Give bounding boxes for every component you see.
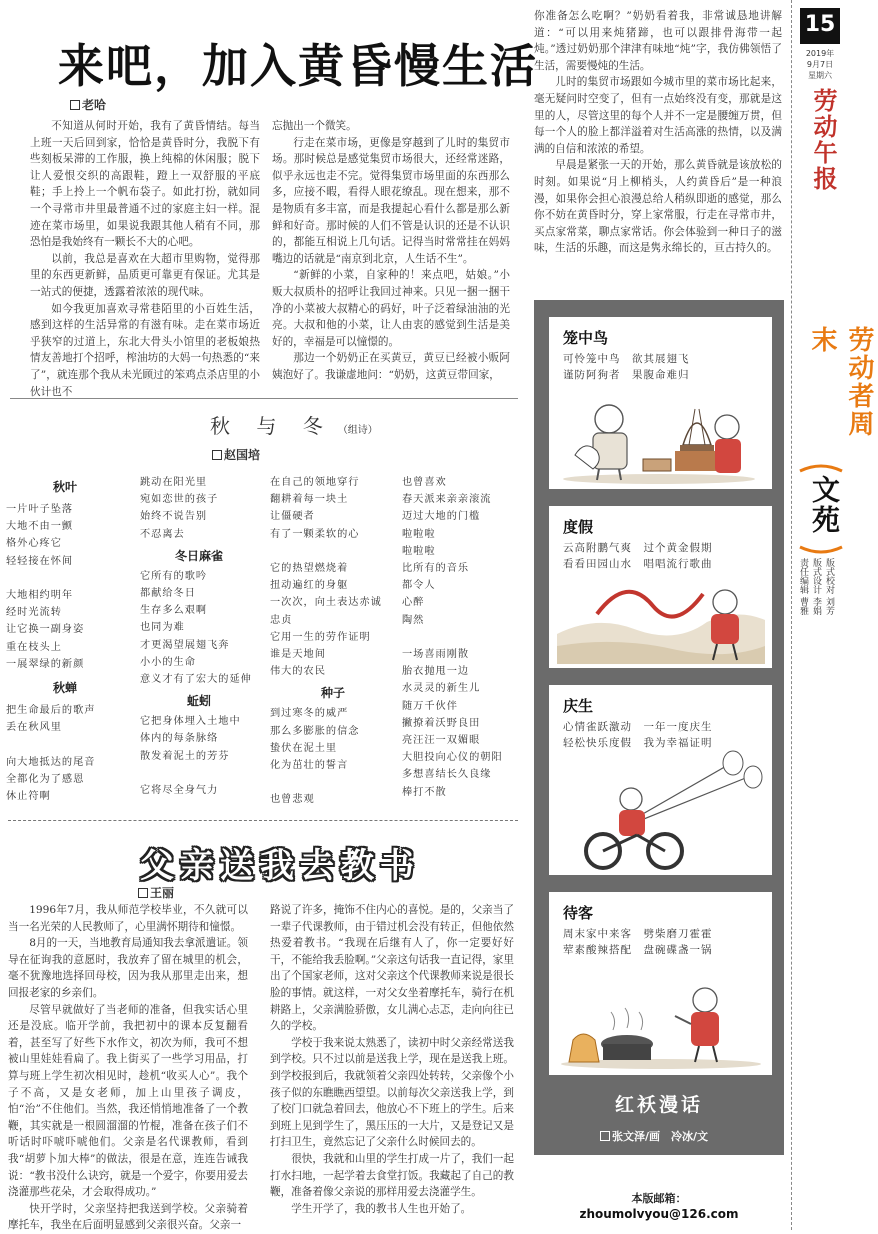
- comic-card-4: [549, 892, 772, 1075]
- poem-line: 生存多么艰啊: [140, 605, 208, 617]
- credit-designer: 版式设计 李娟: [811, 558, 821, 615]
- poem-column-2: [140, 474, 258, 799]
- comic-line: 看看田园山水 唱唱流行歌曲: [563, 558, 713, 570]
- poem-line: 那么多膨胀的信念: [270, 725, 360, 737]
- poem-line: 棒打不散: [402, 786, 447, 798]
- paren-bottom-icon: [798, 546, 844, 554]
- masthead-logo: 劳动午报: [809, 88, 838, 192]
- poem-line: 它将尽全身气力: [140, 785, 219, 797]
- poem-line: 大胆投向心仪的朝阳: [402, 752, 503, 764]
- poem-line: [270, 774, 396, 791]
- poem-line: 翻耕着每一块土: [270, 494, 349, 506]
- comic-title: 庆生: [563, 697, 594, 715]
- poem-line: 啦啦啦: [402, 545, 436, 557]
- comic-line: 心情雀跃激动 一年一度庆生: [563, 721, 713, 733]
- credit-proofreader: 版式校对 刘芳: [824, 558, 834, 615]
- poem-column-3: [270, 474, 396, 809]
- poem-line: 在自己的领地穿行: [270, 477, 360, 488]
- poem-line: 轻轻接在怀间: [6, 555, 74, 567]
- article2-column-2: [270, 902, 514, 1228]
- rail-divider: [791, 0, 792, 1230]
- section-divider-dashed: [8, 820, 518, 821]
- comic-line: 谨防阿狗者 果腹命难归: [563, 369, 690, 381]
- comic-card-1: [549, 317, 772, 489]
- poem-line: 都献给冬日: [140, 588, 196, 600]
- byline-box-icon: [138, 888, 148, 898]
- poem-line: 体内的每条脉络: [140, 733, 219, 745]
- poem-subtitle: 冬日麻雀: [174, 548, 223, 563]
- poem-line: 随万千伙伴: [402, 700, 458, 712]
- page-number: 15: [800, 8, 840, 44]
- comic-line: 荤素酸辣搭配 盘碗碟盏一锅: [563, 944, 713, 956]
- comic-series-title: 红袄漫话: [614, 1094, 703, 1116]
- holiday-illustration: [557, 574, 765, 664]
- poem-line: 才更渴望展翅飞奔: [140, 639, 230, 651]
- poem-line: 大地不由一颤: [6, 521, 74, 533]
- paragraph: 行走在菜市场，更像是穿越到了儿时的集贸市场。那时候总是感觉集贸市场很大，还经常迷路，似乎永远也走不完。觉得集贸市场里面的东西那么多，应接不暇，看得人眼花缭乱。现在想来，那不是物质有多丰富，而是我提起心看什么都是那么新鲜和好奇。那时候的人们不管是认识的还是不认识的，都能互相说上几句话。记得当时常常挂在妈妈嘴边的话就是“南京到北京，人生话不生”。: [272, 136, 510, 265]
- paragraph: 早晨是紧张一天的开始，那么黄昏就是该放松的时刻。如果说“月上柳梢头，人约黄昏后”是一种浪漫，如果你会担心浪漫总给人稍纵即逝的感觉，那么你不妨在黄昏时分，穿上家常服，行走在寻常市井，买点家常菜，聊点家常话。你会体验到一种日子的滋味，生活的乐趣，而这是隽永绵长的，亘古持久的。: [534, 159, 782, 255]
- poem-line: 胎衣抛甩一边: [402, 666, 470, 678]
- byline-box-icon: [212, 450, 222, 460]
- contact-label: 本版邮箱：: [631, 1192, 687, 1205]
- byline-box-icon: [600, 1131, 610, 1141]
- comic-card-2: [549, 506, 772, 668]
- poem-line: 意义才有了宏大的延伸: [140, 674, 252, 686]
- poem-heading: [210, 410, 378, 439]
- issue-year: 2019年: [805, 49, 835, 58]
- poem-line: 小小的生命: [140, 656, 196, 668]
- poem-line: [140, 765, 258, 782]
- poem-line: 它的热望燃烧着: [270, 563, 349, 575]
- poem-subtitle: 秋蝉: [52, 681, 77, 696]
- poem-line: 格外心疼它: [6, 538, 62, 550]
- article2-byline: 王丽: [138, 884, 174, 901]
- poem-note: （组诗）: [337, 425, 378, 436]
- article2-column-1: [8, 902, 248, 1232]
- comic-card-3: [549, 685, 772, 875]
- poem-line: 经时光流转: [6, 607, 62, 619]
- paragraph: 忘抛出一个微笑。: [272, 120, 357, 132]
- paragraph: 1996年7月，我从师范学校毕业，不久就可以当一名光荣的人民教师了，心里满怀期待和憧憬。: [8, 904, 248, 933]
- poem-byline: 赵国培: [212, 446, 260, 463]
- poem-line: 全都化为了感恩: [6, 773, 85, 785]
- poem-line: 也曾喜欢: [402, 477, 447, 488]
- poem-line: 比所有的音乐: [402, 563, 470, 575]
- poem-line: 跳动在阳光里: [140, 477, 208, 488]
- poem-line: 大地相约明年: [6, 590, 74, 602]
- poem-line: 忠贞: [270, 614, 293, 626]
- poem-line: 它用一生的劳作证明: [270, 631, 371, 643]
- poem-line: 让它换一副身姿: [6, 624, 85, 636]
- article1-column-3: [534, 8, 782, 290]
- issue-weekday: 星期六: [808, 71, 832, 80]
- poem-line: 宛如恋世的孩子: [140, 494, 219, 506]
- poem-line: 春天派来亲亲滚流: [402, 494, 492, 506]
- article1-column-2: [272, 118, 510, 381]
- poem-line: 蛰伏在泥土里: [270, 742, 338, 754]
- poem-column-4: [402, 474, 516, 801]
- poem-subtitle: 秋叶: [52, 480, 77, 494]
- poem-title: 秋 与 冬: [210, 414, 333, 438]
- byline-box-icon: [70, 100, 80, 110]
- comic-line: 轻松快乐度假 我为幸福证明: [563, 737, 713, 749]
- poem-line: 多想喜结长久良缘: [402, 769, 492, 781]
- section-name: 文苑: [808, 475, 841, 535]
- poem-line: 它把身体埋入土地中: [140, 716, 241, 728]
- poem-line: [270, 543, 396, 560]
- paragraph: 你准备怎么吃啊？”奶奶看着我，非常诚恳地讲解道：“可以用来炖猪蹄，也可以跟排骨海带一起炖。”透过奶奶那个津津有味地“炖”字，我仿佛领悟了生活，需要慢炖的生活。: [534, 10, 782, 72]
- comic-line: 周末家中来客 劈柴磨刀霍霍: [563, 928, 713, 940]
- poem-line: [6, 736, 124, 753]
- poem-line: 也同为难: [140, 622, 185, 634]
- poem-line: 它所有的歌吟: [140, 570, 208, 582]
- paragraph: 如今我更加喜欢寻常巷陌里的小百姓生活，感到这样的生活异常的有滋有味。走在菜市场近乎狭窄的过道上，东北大骨头小馆里的老板娘热情友善地打个招呼，榨油坊的大妈一句热悉的“来了”，就连那个我从未光顾过的笨鸡点杀店里的小伙计也不: [30, 302, 260, 398]
- poem-line: 始终不说告别: [140, 511, 208, 523]
- paragraph: 以前，我总是喜欢在大超市里购物，觉得那里的东西更新鲜，品质更可靠更有保证。尤其是一站式的便捷，透露着浓浓的现代味。: [30, 252, 260, 298]
- paren-top-icon: [798, 464, 844, 472]
- comic-line: 可怜笼中鸟 欲其展翅飞: [563, 353, 690, 365]
- poem-line: 一场喜雨刚散: [402, 649, 470, 661]
- comic-credit: 张文泽/画 冷冰/文: [600, 1128, 708, 1144]
- paragraph: 快开学时，父亲坚持把我送到学校。父亲骑着摩托车，我坐在后面明显感到父亲很兴奋。父亲一: [8, 1202, 248, 1232]
- poem-line: [6, 570, 124, 587]
- poem-line: 陶然: [402, 614, 425, 626]
- birthday-illustration: [557, 753, 765, 871]
- poem-line: 一展翠绿的新颜: [6, 658, 85, 670]
- poem-line: 心醉: [402, 597, 425, 609]
- poem-subtitle: 蚯蚓: [186, 694, 211, 709]
- poem-line: 啦啦啦: [402, 528, 436, 540]
- poem-line: 化为茁壮的誓言: [270, 760, 349, 772]
- comic-line: 云高附鹏气爽 过个黄金假期: [563, 542, 713, 554]
- poem-line: 谁是天地间: [270, 649, 326, 661]
- poem-line: 亮汪汪一双媚眼: [402, 735, 481, 747]
- paragraph: 尽管早就做好了当老师的准备，但我实话心里还是没底。临开学前，我把初中的课本反复翻看着，甚至写了好些下水作文，初次为师，我可不想被山里娃娃看扁了。我上街买了一些学习用品，打算与班上学生初次相见时，趁机“收买人心”。我个子不高，又是女老师，加上山里孩子调皮，怕“治”不住他们。当然，我还悄悄地准备了一个教鞭，其实就是一根圆溜溜的竹棍，准备在孩子们不听话时吓唬吓唬他们。父亲是名代课教师，看到我“胡萝卜加大棒”的做法，很是在意，连连告诫我说：“教书没什么诀窍，就是一个爱字，你要用爱去浇灌那些花朵，才会取得成功。”: [8, 1003, 248, 1199]
- section-divider: [10, 398, 518, 399]
- poem-line: 休止符啊: [6, 791, 51, 803]
- poem-line: 扭动遍红的身躯: [270, 580, 349, 592]
- poem-line: 一次次，向土表达赤诚: [270, 597, 382, 609]
- poem-line: 让僵硬者: [270, 511, 315, 523]
- poem-line: [402, 629, 516, 646]
- poem-subtitle: 种子: [320, 686, 345, 701]
- paragraph: 学生开学了，我的教书人生也开始了。: [291, 1202, 472, 1215]
- poem-column-1: [6, 478, 124, 805]
- poem-line: 不忍离去: [140, 528, 185, 540]
- article1-byline: 老哈: [70, 96, 106, 113]
- poem-line: 把生命最后的歌声: [6, 705, 96, 717]
- poem-line: 到过寒冬的威严: [270, 708, 349, 720]
- issue-date: 9月7日: [806, 60, 834, 69]
- paragraph: 儿时的集贸市场跟如今城市里的菜市场比起来，毫无疑问时空变了，但有一点始终没有变，那就是这里的人，尽管这里的每个人并不一定是腰缠万贯，但每一个人的脸上都洋溢着对生活高涨的热情，以及满满的自信和浓浓的希望。: [534, 76, 782, 155]
- article1-title: 来吧，加入黄昏慢生活: [58, 39, 538, 93]
- contact-email[interactable]: zhoumolvyou@126.com: [579, 1207, 739, 1221]
- poem-line: 迈过大地的门槛: [402, 511, 481, 523]
- poem-line: 一片叶子坠落: [6, 504, 74, 515]
- poem-line: 丢在秋风里: [6, 722, 62, 734]
- paragraph: 不知道从何时开始，我有了黄昏情结。每当上班一天后回到家，恰恰是黄昏时分，我脱下有些刻板呆滞的工作服，换上纯棉的休闲服；脱下让人爱恨交织的高跟鞋，蹬上一双舒服的平底鞋；手上拎上一个帆布袋子。如此打扮，就如同一个寻常市井里最普通不过的家庭主妇一样。混迹在菜市场里，如果说我跟其他人稍有不同，那恐怕是我始终有一颗长不大的心吧。: [30, 120, 260, 249]
- poem-line: 水灵灵的新生儿: [402, 683, 481, 695]
- article1-column-1: [30, 118, 260, 398]
- paragraph: “新鲜的小菜，自家种的！来点吧，姑娘。”小贩大叔质朴的招呼让我回过神来。只见一捆一捆干净的小菜被大叔精心的码好，叶子泛着绿油油的光亮。大叔和他的小菜，让人由衷的感觉到生活是美好的，幸福是可以憧憬的。: [272, 269, 510, 348]
- poem-line: 都令人: [402, 580, 436, 592]
- paragraph: 学校于我来说太熟悉了，读初中时父亲经常送我到学校。只不过以前是送我上学，现在是送我上班。到学校报到后，我就领着父亲四处转转，父亲像个小孩子似的东瞧瞧西望望。以前每次父亲送我上学，到了校门口就急着回去，他放心不下班上的学生。后来到班上见到学生了，黑压压的一大片，又是登记又是打扫卫生，竟然忘记了父亲什么时候回去的。: [270, 1036, 514, 1149]
- cooking-illustration: [557, 960, 765, 1070]
- credit-editor: 责任编辑 曹雅: [798, 558, 808, 615]
- article2-title: 父亲送我去教书: [140, 846, 420, 886]
- comic-title: 待客: [563, 904, 594, 922]
- poem-line: 伟大的农民: [270, 666, 326, 678]
- paragraph: 那边一个奶奶正在买黄豆，黄豆已经被小贩阿姨泡好了。我谦虚地问：“奶奶，这黄豆带回家，: [272, 352, 510, 381]
- paragraph: 很快，我就和山里的学生打成一片了，我们一起打水扫地，一起学着去食堂打饭。我藏起了自己的教鞭，准备着像父亲说的那样用爱去浇灌学生。: [270, 1152, 514, 1199]
- poem-line: 重在枝头上: [6, 641, 62, 653]
- comic-title: 笼中鸟: [563, 329, 609, 347]
- poem-line: 有了一颗柔软的心: [270, 528, 360, 540]
- paragraph: 路说了许多，掩饰不住内心的喜悦。是的，父亲当了一辈子代课教师，由于错过机会没有转正，但他依然热爱着教书。“我现在后继有人了，你一定要好好干，不能给我丢脸啊。”父亲这句话我一直记得，家里出了个国家老师，这对父亲这个代课教师来说是很长脸的事情。就这样，一对父女坐着摩托车，骑行在机耕路上，父亲满脸骄傲，女儿满心忐忑，走向向往已久的学校。: [270, 904, 514, 1033]
- weekly-name: 劳动者周末: [807, 326, 874, 438]
- paragraph: 8月的一天，当地教育局通知我去拿派遣证。领导在征询我的意愿时，我放弃了留在城里的机会，毫不犹豫地选择回母校，因为我从那里走出来，想回报老家的乡亲们。: [8, 937, 248, 999]
- poem-line: 撇撩着沃野良田: [402, 717, 481, 729]
- comic-title: 度假: [563, 518, 594, 536]
- poem-line: 向大地抵达的尾音: [6, 756, 96, 768]
- poem-line: 也曾悲观: [270, 794, 315, 806]
- birdcage-illustration: [559, 385, 764, 485]
- poem-line: 散发着泥土的芳芬: [140, 750, 230, 762]
